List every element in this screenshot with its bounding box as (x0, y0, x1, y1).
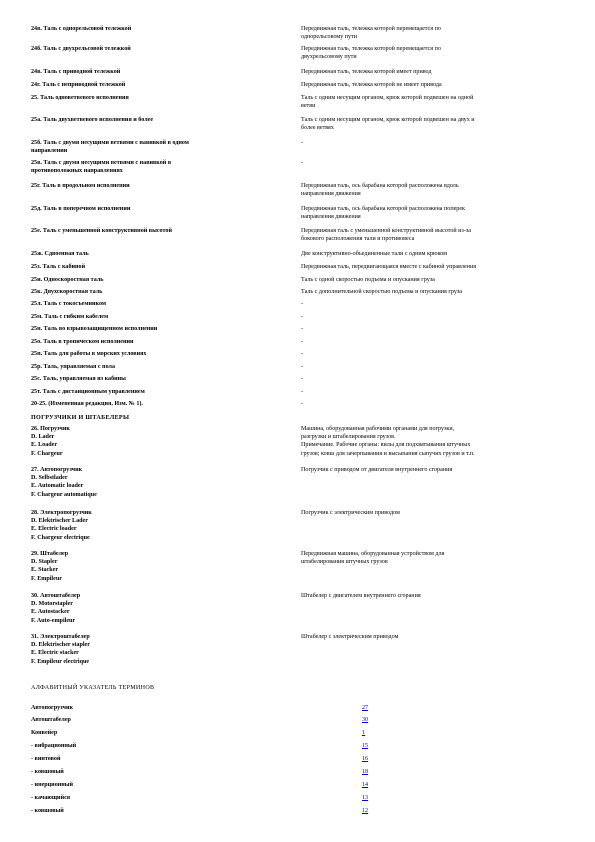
term-definition: - (301, 326, 304, 332)
term-definition: Передвижная таль, ось барабана которой расположена вдоль направления движения (301, 183, 459, 198)
term-definition: - (301, 389, 304, 395)
index-term: - винтовой (31, 756, 61, 762)
index-term: - качающийся (31, 795, 71, 801)
term-definition: - (301, 401, 304, 407)
term-name: 25с. Таль, управляемая из кабины (31, 376, 126, 382)
term-name: 24б. Таль с двухрельсовой тележкой (31, 46, 131, 52)
term-definition: - (301, 376, 304, 382)
term-definition: Таль с дополнительной скоростью подъема и опускания груза (301, 289, 463, 295)
term-name: 25. Таль одноветвевого исполнения (31, 95, 129, 101)
term-definition: - (301, 339, 304, 345)
term-name: 30. Автоштабелер D. Motorstapler E. Autostacker F. Auto-empileur (31, 593, 81, 624)
term-name: 25и. Односкоростная таль (31, 277, 104, 283)
term-definition: Передвижная таль, тележка которой не имеет привода (301, 82, 442, 88)
term-definition: Штабелер с двигателем внутреннего сгорания (301, 593, 421, 599)
index-page-link[interactable]: 18 (362, 769, 369, 775)
term-name: 31. Электроштабелер D. Elektrischer stapler E. Electric stacker F. Empileur electrique (31, 634, 90, 665)
term-name: 26. Погрузчик D. Lader E. Loader F. Chargeur (31, 426, 70, 457)
term-name: 24в. Таль с однорельсовой тележкой (31, 26, 132, 32)
term-name: 25д. Таль в поперечном исполнении (31, 206, 131, 212)
index-term: - ковшовый (31, 769, 64, 775)
term-definition: Передвижная таль, тележка которой имеет привод (301, 69, 432, 75)
index-heading: АЛФАВИТНЫЙ УКАЗАТЕЛЬ ТЕРМИНОВ (31, 685, 155, 691)
term-name: 25р. Таль, управляемая с пола (31, 364, 116, 370)
term-definition: - (301, 301, 304, 307)
term-definition: - (301, 160, 304, 166)
term-name: 28. Электропогрузчик D. Elektrischer Lader E. Electric loader F. Chargeur electrique (31, 510, 92, 541)
term-name: 25п. Таль для работы в морских условиях (31, 351, 147, 357)
term-definition: - (301, 364, 304, 370)
term-definition: Таль с одним несущим органом, крюк которой подвешен на двух и более ветвях (301, 117, 475, 132)
term-definition: - (301, 140, 304, 146)
index-term: Автопогрузчик (31, 705, 73, 711)
term-name: 25г. Таль в продольном исполнении (31, 183, 130, 189)
index-page-link[interactable]: 27 (362, 705, 369, 711)
term-definition: Штабелер с электрическим приводом (301, 634, 399, 640)
term-definition: Таль с одним несущим органом, крюк которой подвешен на одной ветви (301, 95, 474, 110)
term-name: 25в. Таль с двумя несущими ветвями с навивкой в противоположных направлениях (31, 160, 172, 175)
term-definition: Машина, оборудованная рабочими органами для погрузки, разгрузки и штабелирования грузов. Примечание. Рабочие органы: вилы для подхватывания штучных грузов; ковш для зачерпывания и высыпания сыпучих грузов и т.п. (301, 426, 475, 457)
term-definition: Таль с одной скоростью подъема и опускания груза (301, 277, 435, 283)
term-name: 25з. Таль с кабиной (31, 264, 86, 270)
term-definition: - (301, 314, 304, 320)
index-page-link[interactable]: 15 (362, 743, 369, 749)
section-heading: ПОГРУЗЧИКИ И ШТАБЕЛЕРЫ (31, 415, 130, 421)
term-definition: Погрузчик с приводом от двигателя внутреннего сгорания (301, 467, 453, 473)
term-definition: Две конструктивно-объединенные тали с одним крюком (301, 251, 448, 257)
index-term: - ковшовый (31, 808, 64, 814)
term-name: 25м. Таль с гибким кабелем (31, 314, 109, 320)
index-page-link[interactable]: 16 (362, 756, 369, 762)
index-page-link[interactable]: 14 (362, 782, 369, 788)
term-name: 29. Штабелер D. Stapler E. Stacker F. Empileur (31, 551, 69, 582)
term-name: 25т. Таль с дистанционным управлением (31, 389, 145, 395)
term-definition: Передвижная таль, передвигающаяся вместе с кабиной управления (301, 264, 477, 270)
term-definition: Передвижная таль с уменьшенной конструктивной высотой из-за бокового расположения тали и противовеса (301, 228, 471, 243)
term-definition: Передвижная машина, оборудованная устройством для штабелирования штучных грузов (301, 551, 445, 566)
term-definition: Передвижная таль, ось барабана которой расположена поперек направления движения (301, 206, 465, 221)
term-definition: - (301, 351, 304, 357)
term-name: 25л. Таль с токосъемником (31, 301, 107, 307)
term-name: 24г. Таль с неприводной тележкой (31, 82, 126, 88)
term-name: 25б. Таль с двумя несущими ветвями с навивкой в одном направлении (31, 140, 189, 155)
index-term: Конвейер (31, 730, 58, 736)
term-name: 25о. Таль в тропическом исполнении (31, 339, 134, 345)
index-page-link[interactable]: 1 (362, 730, 366, 736)
index-term: Автоштабелер (31, 717, 71, 723)
term-name: 25а. Таль двухветвевого исполнения и более (31, 117, 154, 123)
index-term: - инерционный (31, 782, 74, 788)
term-definition: Передвижная таль, тележка которой перемещается по однорельсовому пути (301, 26, 441, 41)
term-name: 25к. Двухскоростная таль (31, 289, 103, 295)
index-term: - вибрационный (31, 743, 77, 749)
term-name: 20-25. (Измененная редакция, Изм. № 1). (31, 401, 143, 407)
index-page-link[interactable]: 12 (362, 808, 369, 814)
term-name: 25е. Таль с уменьшенной конструктивной высотой (31, 228, 172, 234)
term-name: 27. Автопогрузчик D. Selbstlader E. Automatic loader F. Chargeur automatique (31, 467, 97, 498)
term-name: 25ж. Сдвоенная таль (31, 251, 89, 257)
term-definition: Передвижная таль, тележка которой перемещается по двухрельсовому пути (301, 46, 441, 61)
index-page-link[interactable]: 13 (362, 795, 369, 801)
term-name: 24в. Таль с приводной тележкой (31, 69, 121, 75)
term-name: 25н. Таль во взрывозащищенном исполнении (31, 326, 158, 332)
term-definition: Погрузчик с электрическим приводом (301, 510, 400, 516)
index-page-link[interactable]: 30 (362, 717, 369, 723)
